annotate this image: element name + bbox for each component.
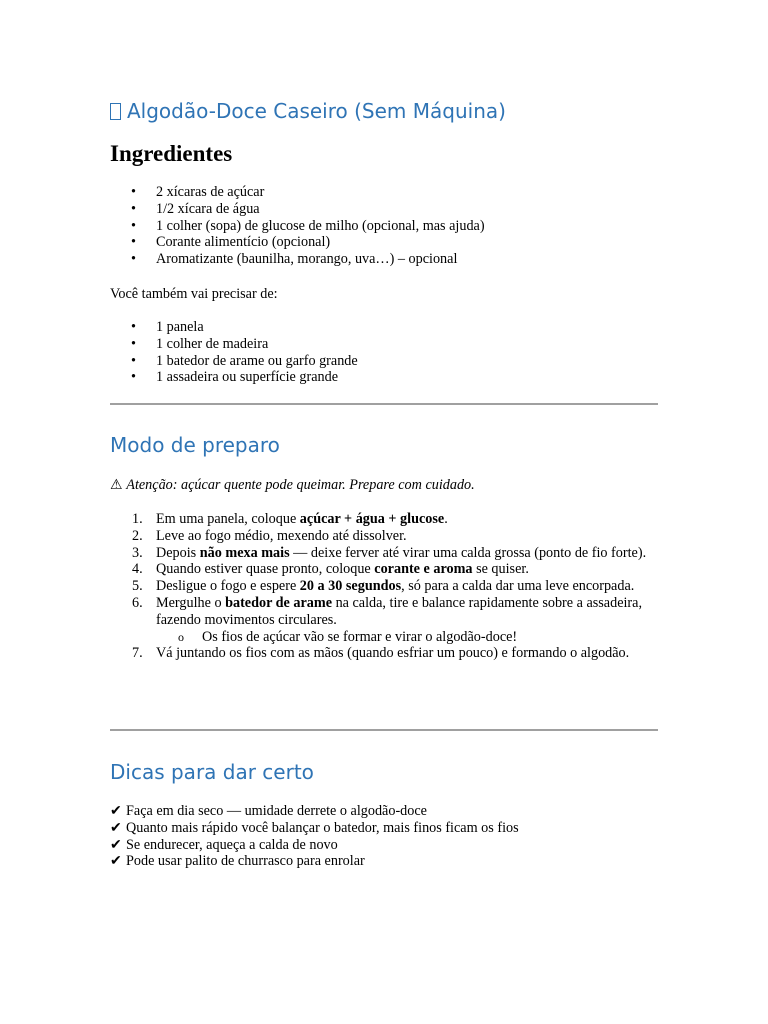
step-text: .	[444, 511, 448, 527]
list-item: • 1/2 xícara de água	[110, 201, 658, 218]
warning-block	[110, 477, 658, 494]
tools-list-wrap	[110, 319, 658, 386]
step-number: 3.	[132, 544, 143, 561]
warning-icon: ⚠	[110, 477, 123, 493]
page-title-text: Algodão-Doce Caseiro (Sem Máquina)	[127, 99, 506, 123]
checkmark-icon: ✔	[110, 803, 122, 819]
step-bold: açúcar + água + glucose	[299, 511, 445, 527]
tip-text: Se endurecer, aqueça a calda de novo	[126, 836, 338, 853]
warning-text: Atenção: açúcar quente pode queimar. Prepare com cuidado.	[126, 477, 475, 493]
also-need-block	[110, 286, 658, 303]
ingredients-list-wrap	[110, 184, 658, 268]
list-item: • 1 assadeira ou superfície grande	[110, 369, 658, 386]
tools-list	[110, 319, 658, 386]
page-title	[110, 99, 658, 123]
tips-section	[110, 760, 658, 784]
step-bold: corante e aroma	[374, 561, 473, 578]
step-text: Quando estiver quase pronto, coloque	[156, 561, 375, 578]
step-text: Em uma panela, coloque	[156, 511, 300, 527]
step-number: 5.	[132, 578, 143, 595]
ingredients-heading: Ingredientes	[110, 141, 233, 166]
sub-list	[156, 629, 658, 646]
tips-list	[110, 803, 658, 870]
step-text: Mergulhe o	[156, 594, 226, 611]
step-item	[110, 595, 658, 645]
steps-list	[110, 511, 658, 662]
tip-text: Faça em dia seco — umidade derrete o algodão-doce	[126, 803, 427, 819]
list-item: • 1 colher (sopa) de glucose de milho (opcional, mas ajuda)	[110, 218, 658, 235]
tip-text: Quanto mais rápido você balançar o batedor, mais finos ficam os fios	[126, 819, 519, 836]
tip-text: Pode usar palito de churrasco para enrolar	[126, 853, 365, 870]
step-item	[110, 545, 658, 562]
steps-wrap	[110, 511, 658, 662]
step-text: na calda, tire e balance rapidamente sobre a assadeira, fazendo movimentos circulares.	[156, 594, 643, 628]
step-number: 6.	[132, 594, 143, 611]
step-item	[110, 578, 658, 595]
step-text: Vá juntando os fios com as mãos (quando esfriar um pouco) e formando o algodão.	[156, 645, 630, 662]
checkmark-icon: ✔	[110, 853, 122, 870]
tip-item	[110, 837, 658, 854]
checkmark-icon: ✔	[110, 836, 122, 853]
step-item	[110, 511, 658, 528]
tip-item	[110, 820, 658, 837]
step-number: 2.	[132, 527, 143, 544]
checkmark-icon: ✔	[110, 819, 122, 836]
horizontal-divider	[110, 729, 658, 731]
step-item	[110, 528, 658, 545]
horizontal-divider	[110, 403, 658, 405]
step-number: 7.	[132, 645, 143, 662]
step-bold: 20 a 30 segundos	[299, 578, 402, 595]
tip-item	[110, 853, 658, 870]
step-text: Desligue o fogo e espere	[156, 578, 300, 595]
tip-item	[110, 803, 658, 820]
list-item: • 2 xícaras de açúcar	[110, 184, 658, 201]
list-item: • 1 panela	[110, 319, 658, 336]
preparation-heading: Modo de preparo	[110, 433, 280, 457]
list-item: • Aromatizante (baunilha, morango, uva…) – opcional	[110, 251, 658, 268]
sub-list-item: o Os fios de açúcar vão se formar e virar o algodão-doce!	[110, 629, 658, 646]
preparation-section	[110, 433, 658, 457]
ingredients-section	[110, 141, 658, 167]
missing-glyph-icon	[110, 103, 121, 120]
step-item	[110, 561, 658, 578]
step-text: — deixe ferver até virar uma calda grossa (ponto de fio forte).	[289, 544, 647, 561]
ingredients-list	[110, 184, 658, 268]
list-item: • 1 batedor de arame ou garfo grande	[110, 353, 658, 370]
step-text: Depois	[156, 544, 200, 561]
step-text: , só para a calda dar uma leve encorpada.	[401, 578, 635, 595]
step-text: se quiser.	[472, 561, 529, 578]
also-need-text: Você também vai precisar de:	[110, 286, 278, 302]
step-number: 1.	[132, 511, 143, 527]
list-item: • 1 colher de madeira	[110, 336, 658, 353]
step-bold: batedor de arame	[225, 594, 333, 611]
step-text: Leve ao fogo médio, mexendo até dissolver.	[156, 527, 407, 544]
title-block	[110, 99, 658, 123]
step-item	[110, 645, 658, 662]
step-bold: não mexa mais	[199, 544, 290, 561]
tips-heading: Dicas para dar certo	[110, 760, 314, 784]
list-item: • Corante alimentício (opcional)	[110, 234, 658, 251]
step-number: 4.	[132, 561, 143, 578]
